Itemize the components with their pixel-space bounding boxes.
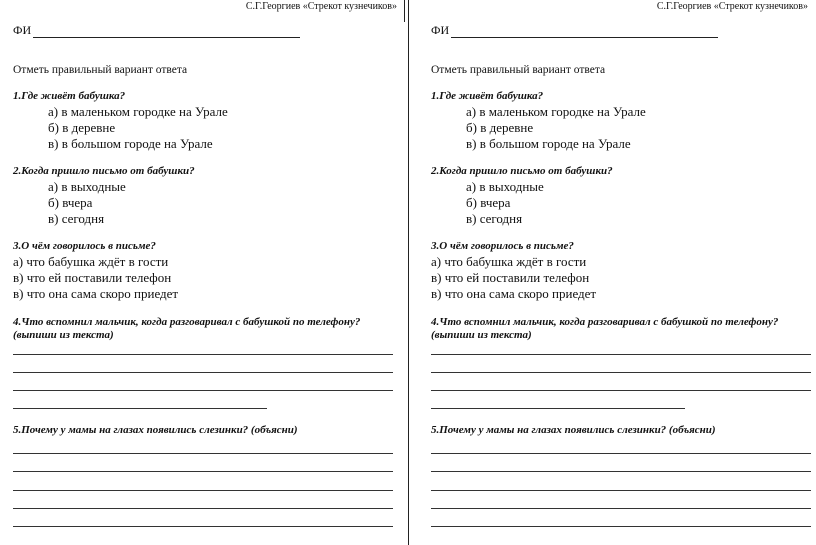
answer-line[interactable] bbox=[431, 471, 811, 472]
fi-label: ФИ bbox=[13, 23, 32, 37]
question-5: 5.Почему у мамы на глазах появились слезинки? (объясни) bbox=[13, 424, 298, 436]
answer-line[interactable] bbox=[13, 453, 393, 454]
answer-line[interactable] bbox=[431, 526, 811, 527]
answer-line[interactable] bbox=[13, 390, 393, 391]
answer-line[interactable] bbox=[431, 408, 685, 409]
answer-2c[interactable]: в) сегодня bbox=[48, 211, 105, 226]
answer-2a[interactable]: а) в выходные bbox=[48, 179, 126, 194]
answer-line[interactable] bbox=[13, 354, 393, 355]
answer-1b[interactable]: б) в деревне bbox=[48, 120, 116, 135]
answer-line[interactable] bbox=[13, 508, 393, 509]
answer-2c[interactable]: в) сегодня bbox=[466, 211, 523, 226]
answer-1b[interactable]: б) в деревне bbox=[466, 120, 534, 135]
question-4-note: (выпиши из текста) bbox=[13, 329, 114, 341]
page-header: С.Г.Георгиев «Стрекот кузнечиков» bbox=[656, 1, 808, 12]
answer-3b[interactable]: в) что ей поставили телефон bbox=[431, 270, 590, 285]
question-3: 3.О чём говорилось в письме? bbox=[431, 240, 574, 252]
name-field[interactable] bbox=[13, 23, 300, 38]
answer-2a[interactable]: а) в выходные bbox=[466, 179, 544, 194]
page-header: С.Г.Георгиев «Стрекот кузнечиков» bbox=[245, 1, 397, 12]
page-divider bbox=[408, 0, 409, 545]
answer-line[interactable] bbox=[13, 526, 393, 527]
answer-3b[interactable]: в) что ей поставили телефон bbox=[13, 270, 172, 285]
answer-line[interactable] bbox=[13, 408, 267, 409]
answer-line[interactable] bbox=[13, 372, 393, 373]
answer-1c[interactable]: в) в большом городе на Урале bbox=[466, 136, 631, 151]
answer-2b[interactable]: б) вчера bbox=[48, 195, 93, 210]
answer-line[interactable] bbox=[431, 354, 811, 355]
answer-2b[interactable]: б) вчера bbox=[466, 195, 511, 210]
answer-3c[interactable]: в) что она сама скоро приедет bbox=[13, 286, 179, 301]
question-5: 5.Почему у мамы на глазах появились слезинки? (объясни) bbox=[431, 424, 716, 436]
question-1: 1.Где живёт бабушка? bbox=[431, 90, 544, 102]
answer-3a[interactable]: а) что бабушка ждёт в гости bbox=[431, 254, 587, 269]
instruction: Отметь правильный вариант ответа bbox=[13, 64, 188, 76]
answer-line[interactable] bbox=[431, 372, 811, 373]
answer-3c[interactable]: в) что она сама скоро приедет bbox=[431, 286, 597, 301]
answer-3a[interactable]: а) что бабушка ждёт в гости bbox=[13, 254, 169, 269]
question-4-note: (выпиши из текста) bbox=[431, 329, 532, 341]
header-divider bbox=[404, 0, 405, 22]
answer-line[interactable] bbox=[431, 490, 811, 491]
question-4: 4.Что вспомнил мальчик, когда разговаривал с бабушкой по телефону? bbox=[431, 316, 779, 328]
worksheet-right bbox=[418, 0, 816, 545]
question-2: 2.Когда пришло письмо от бабушки? bbox=[13, 165, 195, 177]
answer-1c[interactable]: в) в большом городе на Урале bbox=[48, 136, 213, 151]
answer-1a[interactable]: а) в маленьком городке на Урале bbox=[466, 104, 646, 119]
name-field[interactable] bbox=[431, 23, 718, 38]
answer-line[interactable] bbox=[431, 453, 811, 454]
answer-1a[interactable]: а) в маленьком городке на Урале bbox=[48, 104, 228, 119]
question-2: 2.Когда пришло письмо от бабушки? bbox=[431, 165, 613, 177]
name-underline bbox=[451, 25, 718, 38]
question-1: 1.Где живёт бабушка? bbox=[13, 90, 126, 102]
name-underline bbox=[33, 25, 300, 38]
answer-line[interactable] bbox=[431, 390, 811, 391]
question-3: 3.О чём говорилось в письме? bbox=[13, 240, 156, 252]
instruction: Отметь правильный вариант ответа bbox=[431, 64, 606, 76]
answer-line[interactable] bbox=[13, 471, 393, 472]
answer-line[interactable] bbox=[431, 508, 811, 509]
fi-label: ФИ bbox=[431, 23, 450, 37]
worksheet-left bbox=[0, 0, 400, 545]
question-4: 4.Что вспомнил мальчик, когда разговаривал с бабушкой по телефону? bbox=[13, 316, 361, 328]
answer-line[interactable] bbox=[13, 490, 393, 491]
